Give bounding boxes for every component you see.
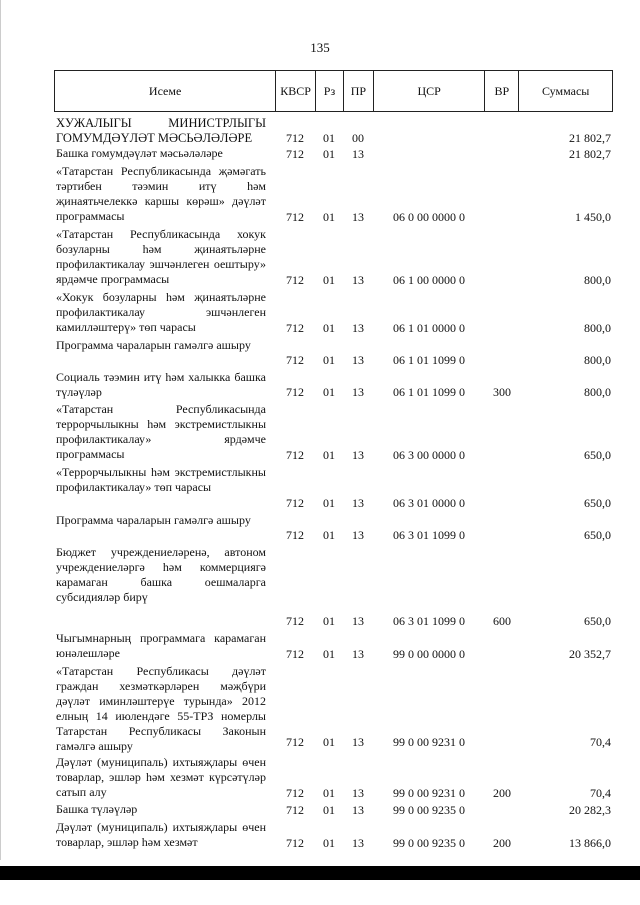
table-row (54, 338, 613, 368)
scan-border-bar (0, 866, 640, 880)
row-sum: 70,4 (590, 735, 611, 749)
row-pr: 13 (352, 273, 364, 287)
row-vr: 200 (493, 836, 511, 850)
row-name: Чыгымнарның программага карамаган юнәлешләре (56, 631, 266, 660)
row-name: Башка түләүләр (56, 802, 138, 816)
row-sum: 800,0 (584, 273, 611, 287)
row-pr: 13 (352, 496, 364, 510)
row-csr: 06 3 01 1099 0 (393, 528, 465, 542)
header-kvsr: КВСР (275, 71, 315, 111)
row-pr: 13 (352, 803, 364, 817)
row-csr: 06 1 00 0000 0 (393, 273, 465, 287)
row-name: «Татарстан Республикасында террорчылыкны һәм экстремистлыкны профилактикалау» ярдәмче программасы (56, 402, 266, 461)
row-kvsr: 712 (286, 803, 304, 817)
row-name: «Террорчылыкны һәм экстремистлыкны профилактикалау» төп чарасы (56, 465, 266, 494)
row-csr: 06 1 01 0000 0 (393, 321, 465, 335)
row-csr: 99 0 00 9235 0 (393, 836, 465, 850)
row-csr: 06 0 00 0000 0 (393, 210, 465, 224)
table-row (54, 116, 613, 146)
row-kvsr: 712 (286, 614, 304, 628)
row-sum: 650,0 (584, 528, 611, 542)
row-pr: 13 (352, 321, 364, 335)
row-sum: 70,4 (590, 786, 611, 800)
row-vr: 600 (493, 614, 511, 628)
row-rz: 01 (323, 210, 335, 224)
row-sum: 650,0 (584, 614, 611, 628)
row-sum: 800,0 (584, 385, 611, 399)
row-sum: 21 802,7 (569, 147, 611, 161)
row-rz: 01 (323, 273, 335, 287)
row-name: Социаль тәэмин итү һәм халыкка башка түләүләр (56, 370, 266, 399)
row-kvsr: 712 (286, 528, 304, 542)
row-rz: 01 (323, 385, 335, 399)
row-rz: 01 (323, 321, 335, 335)
row-csr: 99 0 00 0000 0 (393, 647, 465, 661)
row-kvsr: 712 (286, 496, 304, 510)
row-rz: 01 (323, 448, 335, 462)
row-rz: 01 (323, 147, 335, 161)
table-row (54, 820, 613, 851)
table-row (54, 664, 613, 753)
row-vr: 300 (493, 385, 511, 399)
row-sum: 20 352,7 (569, 647, 611, 661)
row-name: «Хокук бозуларны һәм җинаятьләрне профилактикалау эшчәнлеген камилләштерү» төп чарасы (56, 290, 266, 334)
row-kvsr: 712 (286, 273, 304, 287)
header-rz: Рз (315, 71, 343, 111)
row-name: Башка гомумдәүләт мәсьәләләре (56, 146, 223, 160)
row-pr: 13 (352, 353, 364, 367)
row-kvsr: 712 (286, 647, 304, 661)
row-sum: 800,0 (584, 353, 611, 367)
row-name: Программа чараларын гамәлгә ашыру (56, 513, 251, 527)
header-name: Исеме (148, 83, 182, 98)
row-rz: 01 (323, 836, 335, 850)
row-rz: 01 (323, 786, 335, 800)
table-row (54, 545, 613, 629)
row-pr: 13 (352, 385, 364, 399)
row-csr: 99 0 00 9235 0 (393, 803, 465, 817)
table-row (54, 802, 613, 818)
row-pr: 13 (352, 528, 364, 542)
table-row (54, 402, 613, 463)
row-sum: 650,0 (584, 448, 611, 462)
row-pr: 13 (352, 735, 364, 749)
row-csr: 06 1 01 1099 0 (393, 353, 465, 367)
row-sum: 650,0 (584, 496, 611, 510)
row-csr: 06 3 01 0000 0 (393, 496, 465, 510)
row-name: Дәүләт (муниципаль) ихтыяҗлары өчен товарлар, эшләр һәм хезмәт (56, 820, 266, 849)
row-csr: 99 0 00 9231 0 (393, 786, 465, 800)
row-pr: 13 (352, 786, 364, 800)
row-sum: 13 866,0 (569, 836, 611, 850)
row-kvsr: 712 (286, 321, 304, 335)
row-kvsr: 712 (286, 786, 304, 800)
row-pr: 13 (352, 647, 364, 661)
scan-edge (0, 0, 1, 860)
table-row (54, 370, 613, 400)
page-number: 135 (310, 40, 330, 55)
row-sum: 800,0 (584, 321, 611, 335)
row-name: Бюджет учреждениеләренә, автоном учреждениеләргә һәм коммерциягә карамаган башка оешмаларга субсидияләр бирү (56, 545, 266, 604)
row-pr: 13 (352, 614, 364, 628)
header-csr: ЦСР (373, 71, 485, 111)
row-pr: 13 (352, 836, 364, 850)
row-vr: 200 (493, 786, 511, 800)
row-name: «Татарстан Республикасы дәүләт граждан хезмәткәрләрен мәҗбүри дәүләт иминләштерүе турында» 2012 елның 14 июлендәге 55-ТРЗ номерлы Татарстан Республикасы Законын гамәлгә ашыру (56, 664, 266, 753)
header-sum: Суммасы (518, 71, 612, 111)
header-vr: ВР (484, 71, 518, 111)
row-rz: 01 (323, 735, 335, 749)
row-sum: 20 282,3 (569, 803, 611, 817)
table-row (54, 513, 613, 543)
row-csr: 06 3 00 0000 0 (393, 448, 465, 462)
table-header (54, 70, 613, 112)
budget-table (54, 70, 613, 850)
table-row (54, 631, 613, 662)
row-rz: 01 (323, 647, 335, 661)
table-row (54, 755, 613, 801)
row-kvsr: 712 (286, 131, 304, 145)
row-rz: 01 (323, 803, 335, 817)
row-csr: 06 1 01 1099 0 (393, 385, 465, 399)
table-row (54, 227, 613, 288)
row-kvsr: 712 (286, 735, 304, 749)
row-sum: 1 450,0 (575, 210, 611, 224)
header-pr: ПР (343, 71, 373, 111)
table-row (54, 164, 613, 225)
row-csr: 06 3 01 1099 0 (393, 614, 465, 628)
row-csr: 99 0 00 9231 0 (393, 735, 465, 749)
row-rz: 01 (323, 528, 335, 542)
row-sum: 21 802,7 (569, 131, 611, 145)
row-kvsr: 712 (286, 353, 304, 367)
row-name: «Татарстан Республикасында җәмәгать тәртибен тәэмин итү һәм җинаятьчелеккә каршы көрәш» дәүләт программасы (56, 164, 266, 223)
row-name: Дәүләт (муниципаль) ихтыяҗлары өчен товарлар, эшләр һәм хезмәт күрсәтүләр сатып алу (56, 755, 266, 799)
row-name: Программа чараларын гамәлгә ашыру (56, 338, 251, 352)
row-kvsr: 712 (286, 147, 304, 161)
row-kvsr: 712 (286, 836, 304, 850)
row-rz: 01 (323, 614, 335, 628)
row-pr: 00 (352, 131, 364, 145)
row-kvsr: 712 (286, 385, 304, 399)
row-kvsr: 712 (286, 448, 304, 462)
row-rz: 01 (323, 353, 335, 367)
row-rz: 01 (323, 131, 335, 145)
table-row (54, 290, 613, 336)
table-row (54, 465, 613, 511)
table-row (54, 146, 613, 162)
row-kvsr: 712 (286, 210, 304, 224)
row-rz: 01 (323, 496, 335, 510)
row-name: «Татарстан Республикасында хокук бозуларны һәм җинаятьләрне профилактикалау эшчәнлеген оештыру» ярдәмче программасы (56, 227, 266, 286)
row-pr: 13 (352, 147, 364, 161)
row-name: ХУЖАЛЫГЫ МИНИСТРЛЫГЫ ГОМУМДӘҮЛӘТ МӘСЬӘЛӘЛӘРЕ (56, 116, 266, 145)
row-pr: 13 (352, 448, 364, 462)
row-pr: 13 (352, 210, 364, 224)
